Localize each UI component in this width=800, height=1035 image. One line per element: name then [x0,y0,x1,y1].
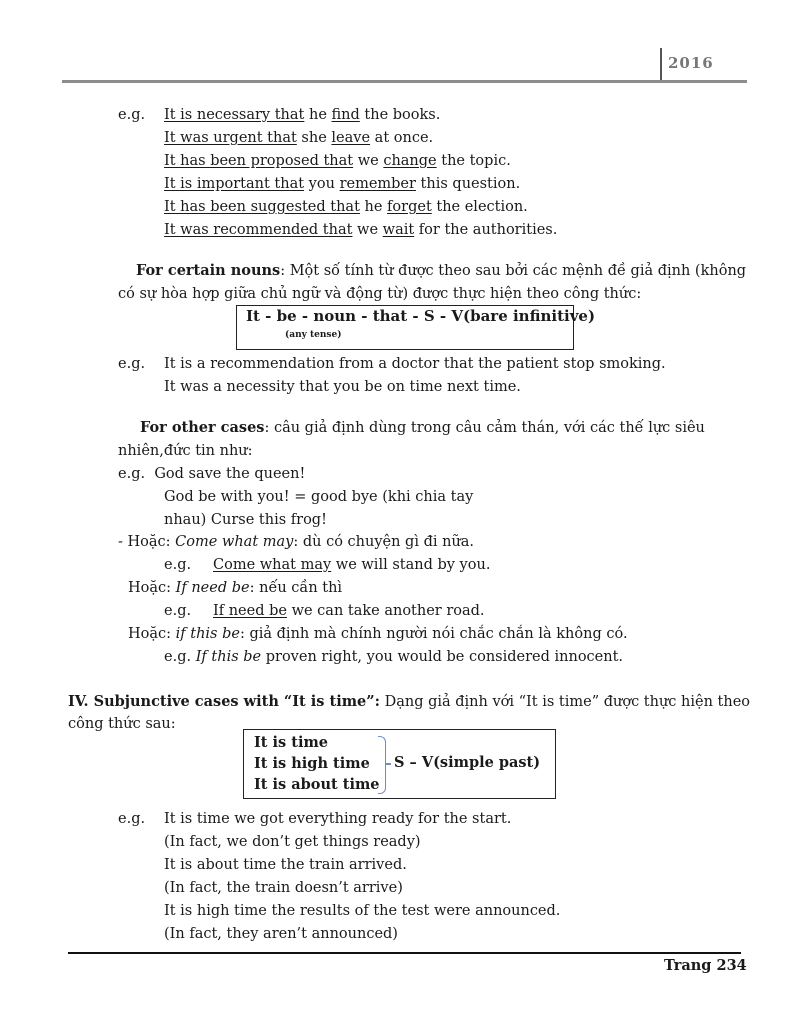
eg-label: e.g. [164,603,192,619]
section-4-heading: IV. Subjunctive cases with “It is time”: Dạng giả định với “It is time” được thực hiện theo [68,693,751,710]
formula-box-nouns [236,305,596,350]
section-4-heading-cont: công thức sau: [68,716,176,732]
eg-label: e.g. [118,356,146,372]
hoac-example-1: Come what may we will stand by you. [213,557,491,573]
hoac-line-3: Hoặc: if this be: giả định mà chính người nói chắc chắn là không có. [128,626,628,642]
example-line-3: It has been proposed that we change the topic. [164,153,511,169]
time-example-1: It is time we got everything ready for the start. [164,811,512,827]
header-divider [660,48,662,80]
nouns-paragraph-cont: có sự hòa hợp giữa chủ ngữ và động từ) được thực hiện theo công thức: [118,286,642,302]
example-line-6: It was recommended that we wait for the authorities. [164,222,558,238]
formula-note: (any tense) [285,330,342,340]
footer-rule [68,952,741,954]
example-line-2: It was urgent that she leave at once. [164,130,434,146]
other-example-line-2: God be with you! = good bye (khi chia tay [164,489,474,505]
nouns-example-1: It is a recommendation from a doctor that the patient stop smoking. [164,356,666,372]
nouns-paragraph: For certain nouns: Một số tính từ được theo sau bởi các mệnh đề giả định (không [136,262,747,279]
hoac-example-3: e.g. If this be proven right, you would be considered innocent. [164,649,624,665]
formula-text: It - be - noun - that - S - V(bare infinitive) [246,307,596,325]
hoac-line-1: - Hoặc: Come what may: dù có chuyện gì đi nữa. [118,534,475,550]
formula-row-1: It is time [254,734,329,751]
time-example-6: (In fact, they aren’t announced) [164,926,398,942]
bracket-tick [386,763,391,765]
hoac-line-2: Hoặc: If need be: nếu cần thì [128,580,343,596]
other-paragraph: For other cases: câu giả định dùng trong câu cảm thán, với các thế lực siêu [140,419,705,436]
page-number: Trang 234 [664,957,747,974]
other-example-line-1: e.g. God save the queen! [118,466,306,482]
time-example-3: It is about time the train arrived. [164,857,407,873]
time-example-4: (In fact, the train doesn’t arrive) [164,880,403,896]
hoac-example-2: If need be we can take another road. [213,603,485,619]
eg-label: e.g. [118,107,146,123]
eg-label: e.g. [118,811,146,827]
example-line-4: It is important that you remember this question. [164,176,521,192]
other-example-line-3: nhau) Curse this frog! [164,512,327,528]
formula-result: S – V(simple past) [394,754,541,771]
header-year: 2016 [668,54,714,72]
formula-box-time [243,729,556,799]
header-rule [62,80,747,83]
example-line-5: It has been suggested that he forget the election. [164,199,528,215]
formula-row-3: It is about time [254,776,380,793]
other-paragraph-cont: nhiên,đức tin như: [118,443,253,459]
time-example-2: (In fact, we don’t get things ready) [164,834,421,850]
nouns-example-2: It was a necessity that you be on time next time. [164,379,521,395]
eg-label: e.g. [164,557,192,573]
time-example-5: It is high time the results of the test were announced. [164,903,561,919]
formula-row-2: It is high time [254,755,370,772]
bracket-icon [378,736,386,794]
example-line-1: It is necessary that he find the books. [164,107,441,123]
